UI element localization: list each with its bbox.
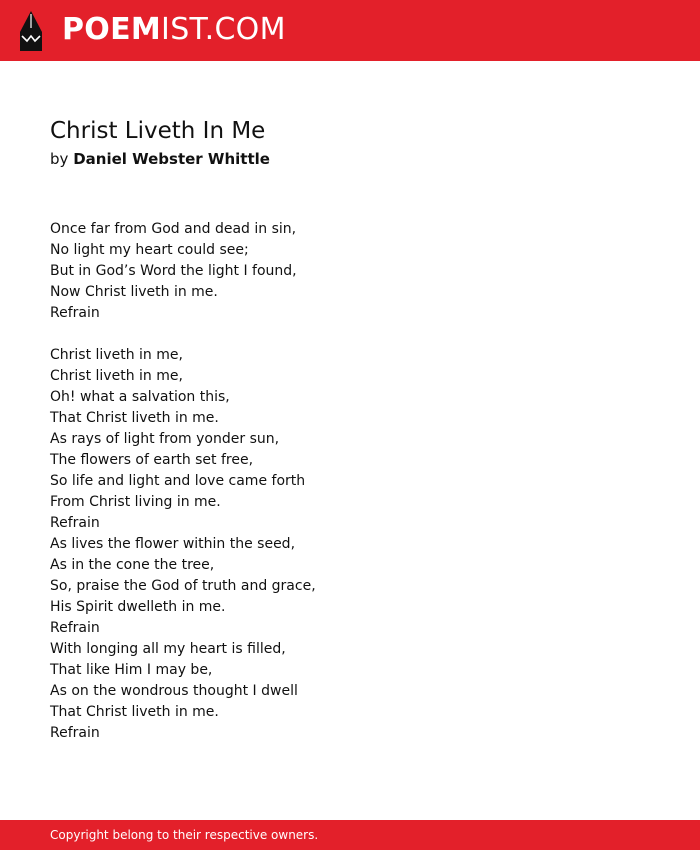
poem-line: With longing all my heart is filled, <box>50 641 286 657</box>
poem-line: The flowers of earth set free, <box>50 452 254 468</box>
poem-line: As on the wondrous thought I dwell <box>50 683 298 699</box>
poem-line: No light my heart could see; <box>50 242 249 258</box>
pen-nib-icon <box>18 10 44 52</box>
poem-header <box>50 114 650 170</box>
copyright-notice: Copyright belong to their respective owners. <box>50 828 319 842</box>
poem-line: Once far from God and dead in sin, <box>50 221 297 237</box>
poem-line: As in the cone the tree, <box>50 557 215 573</box>
poem-byline <box>50 148 650 170</box>
poem-line: Refrain <box>50 725 100 741</box>
poem-line: As lives the flower within the seed, <box>50 536 296 552</box>
poem-title: Christ Liveth In Me <box>50 118 266 144</box>
poem-line: As rays of light from yonder sun, <box>50 431 280 447</box>
logo-wordmark-strong: POEM <box>62 12 162 47</box>
poem-line: Refrain <box>50 620 100 636</box>
poem-line: So life and light and love came forth <box>50 473 306 489</box>
poem-line: Refrain <box>50 515 100 531</box>
poem-line: His Spirit dwelleth in me. <box>50 599 226 615</box>
poem-line: From Christ living in me. <box>50 494 221 510</box>
poem-line: That Christ liveth in me. <box>50 410 219 426</box>
poem-line: That Christ liveth in me. <box>50 704 219 720</box>
poem-line: Refrain <box>50 305 100 321</box>
poem-line: But in God’s Word the light I found, <box>50 263 297 279</box>
logo-wordmark-light: IST.COM <box>161 12 286 47</box>
poem-author: Daniel Webster Whittle <box>73 150 270 168</box>
poem-body <box>50 219 650 744</box>
logo-wordmark <box>62 12 286 48</box>
by-label: by <box>50 150 69 168</box>
poem-line: So, praise the God of truth and grace, <box>50 578 316 594</box>
site-footer <box>0 820 700 850</box>
poem-line: Christ liveth in me, <box>50 368 183 384</box>
poem-line: Now Christ liveth in me. <box>50 284 218 300</box>
poem-line: Oh! what a salvation this, <box>50 389 230 405</box>
stanza-break <box>50 324 650 345</box>
poem-line: That like Him I may be, <box>50 662 213 678</box>
site-header <box>0 0 700 61</box>
poem-line: Christ liveth in me, <box>50 347 183 363</box>
